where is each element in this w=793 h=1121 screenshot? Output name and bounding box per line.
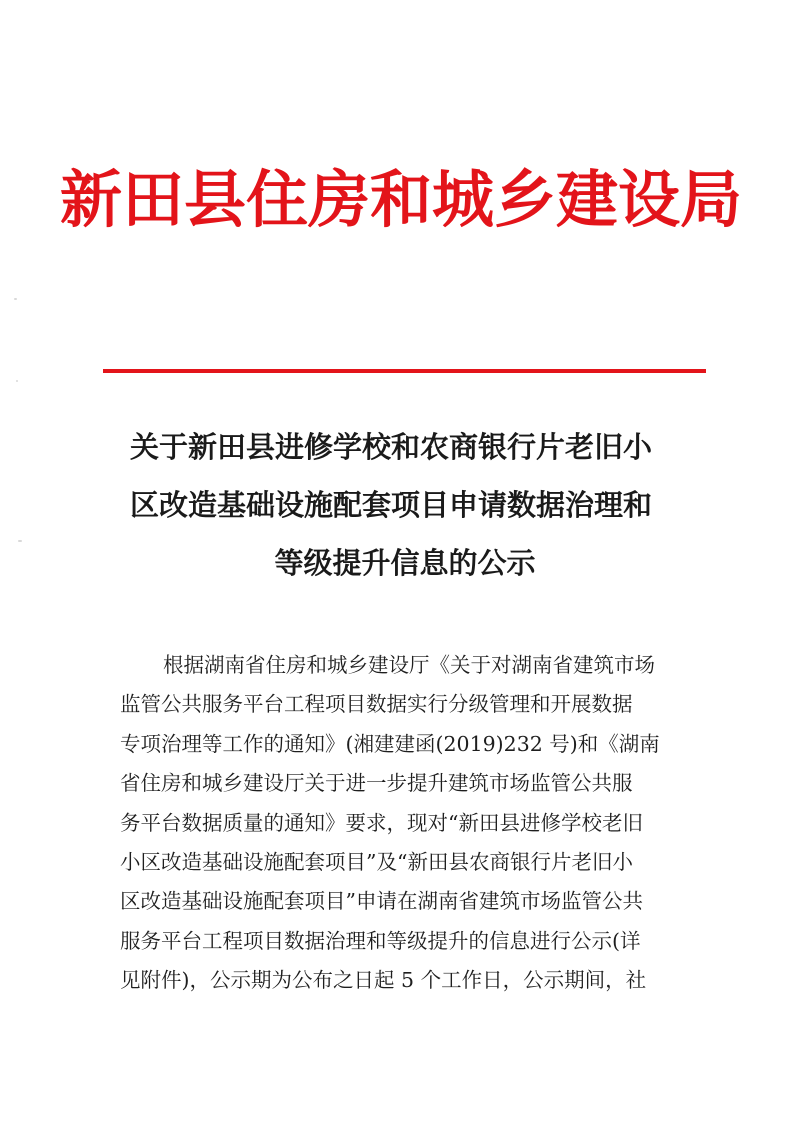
title-line: 等级提升信息的公示 bbox=[274, 546, 536, 580]
body-line: 监管公共服务平台工程项目数据实行分级管理和开展数据 bbox=[120, 692, 633, 717]
title-line: 区改造基础设施配套项目申请数据治理和 bbox=[130, 488, 653, 522]
body-line: 专项治理等工作的通知》(湘建建函(2019)232 号)和《湖南 bbox=[120, 731, 660, 756]
letterhead-org-name: 新田县住房和城乡建设局 bbox=[60, 163, 743, 236]
letterhead-red-rule bbox=[103, 369, 706, 373]
scan-speck bbox=[16, 380, 18, 382]
document-body bbox=[120, 646, 694, 1001]
body-line: 服务平台工程项目数据治理和等级提升的信息进行公示(详 bbox=[120, 928, 641, 953]
scan-speck bbox=[18, 540, 22, 542]
body-line: 根据湖南省住房和城乡建设厅《关于对湖南省建筑市场 bbox=[163, 653, 655, 677]
body-line: 区改造基础设施配套项目”申请在湖南省建筑市场监管公共 bbox=[120, 889, 643, 914]
body-line: 小区改造基础设施配套项目”及“新田县农商银行片老旧小 bbox=[120, 850, 633, 875]
scan-speck bbox=[14, 298, 17, 300]
document-title bbox=[110, 418, 700, 592]
body-line: 省住房和城乡建设厅关于进一步提升建筑市场监管公共服 bbox=[120, 771, 633, 796]
title-line: 关于新田县进修学校和农商银行片老旧小 bbox=[130, 430, 653, 464]
body-line: 见附件)，公示期为公布之日起 5 个工作日，公示期间，社 bbox=[120, 968, 647, 993]
body-line: 务平台数据质量的通知》要求，现对“新田县进修学校老旧 bbox=[120, 810, 643, 835]
